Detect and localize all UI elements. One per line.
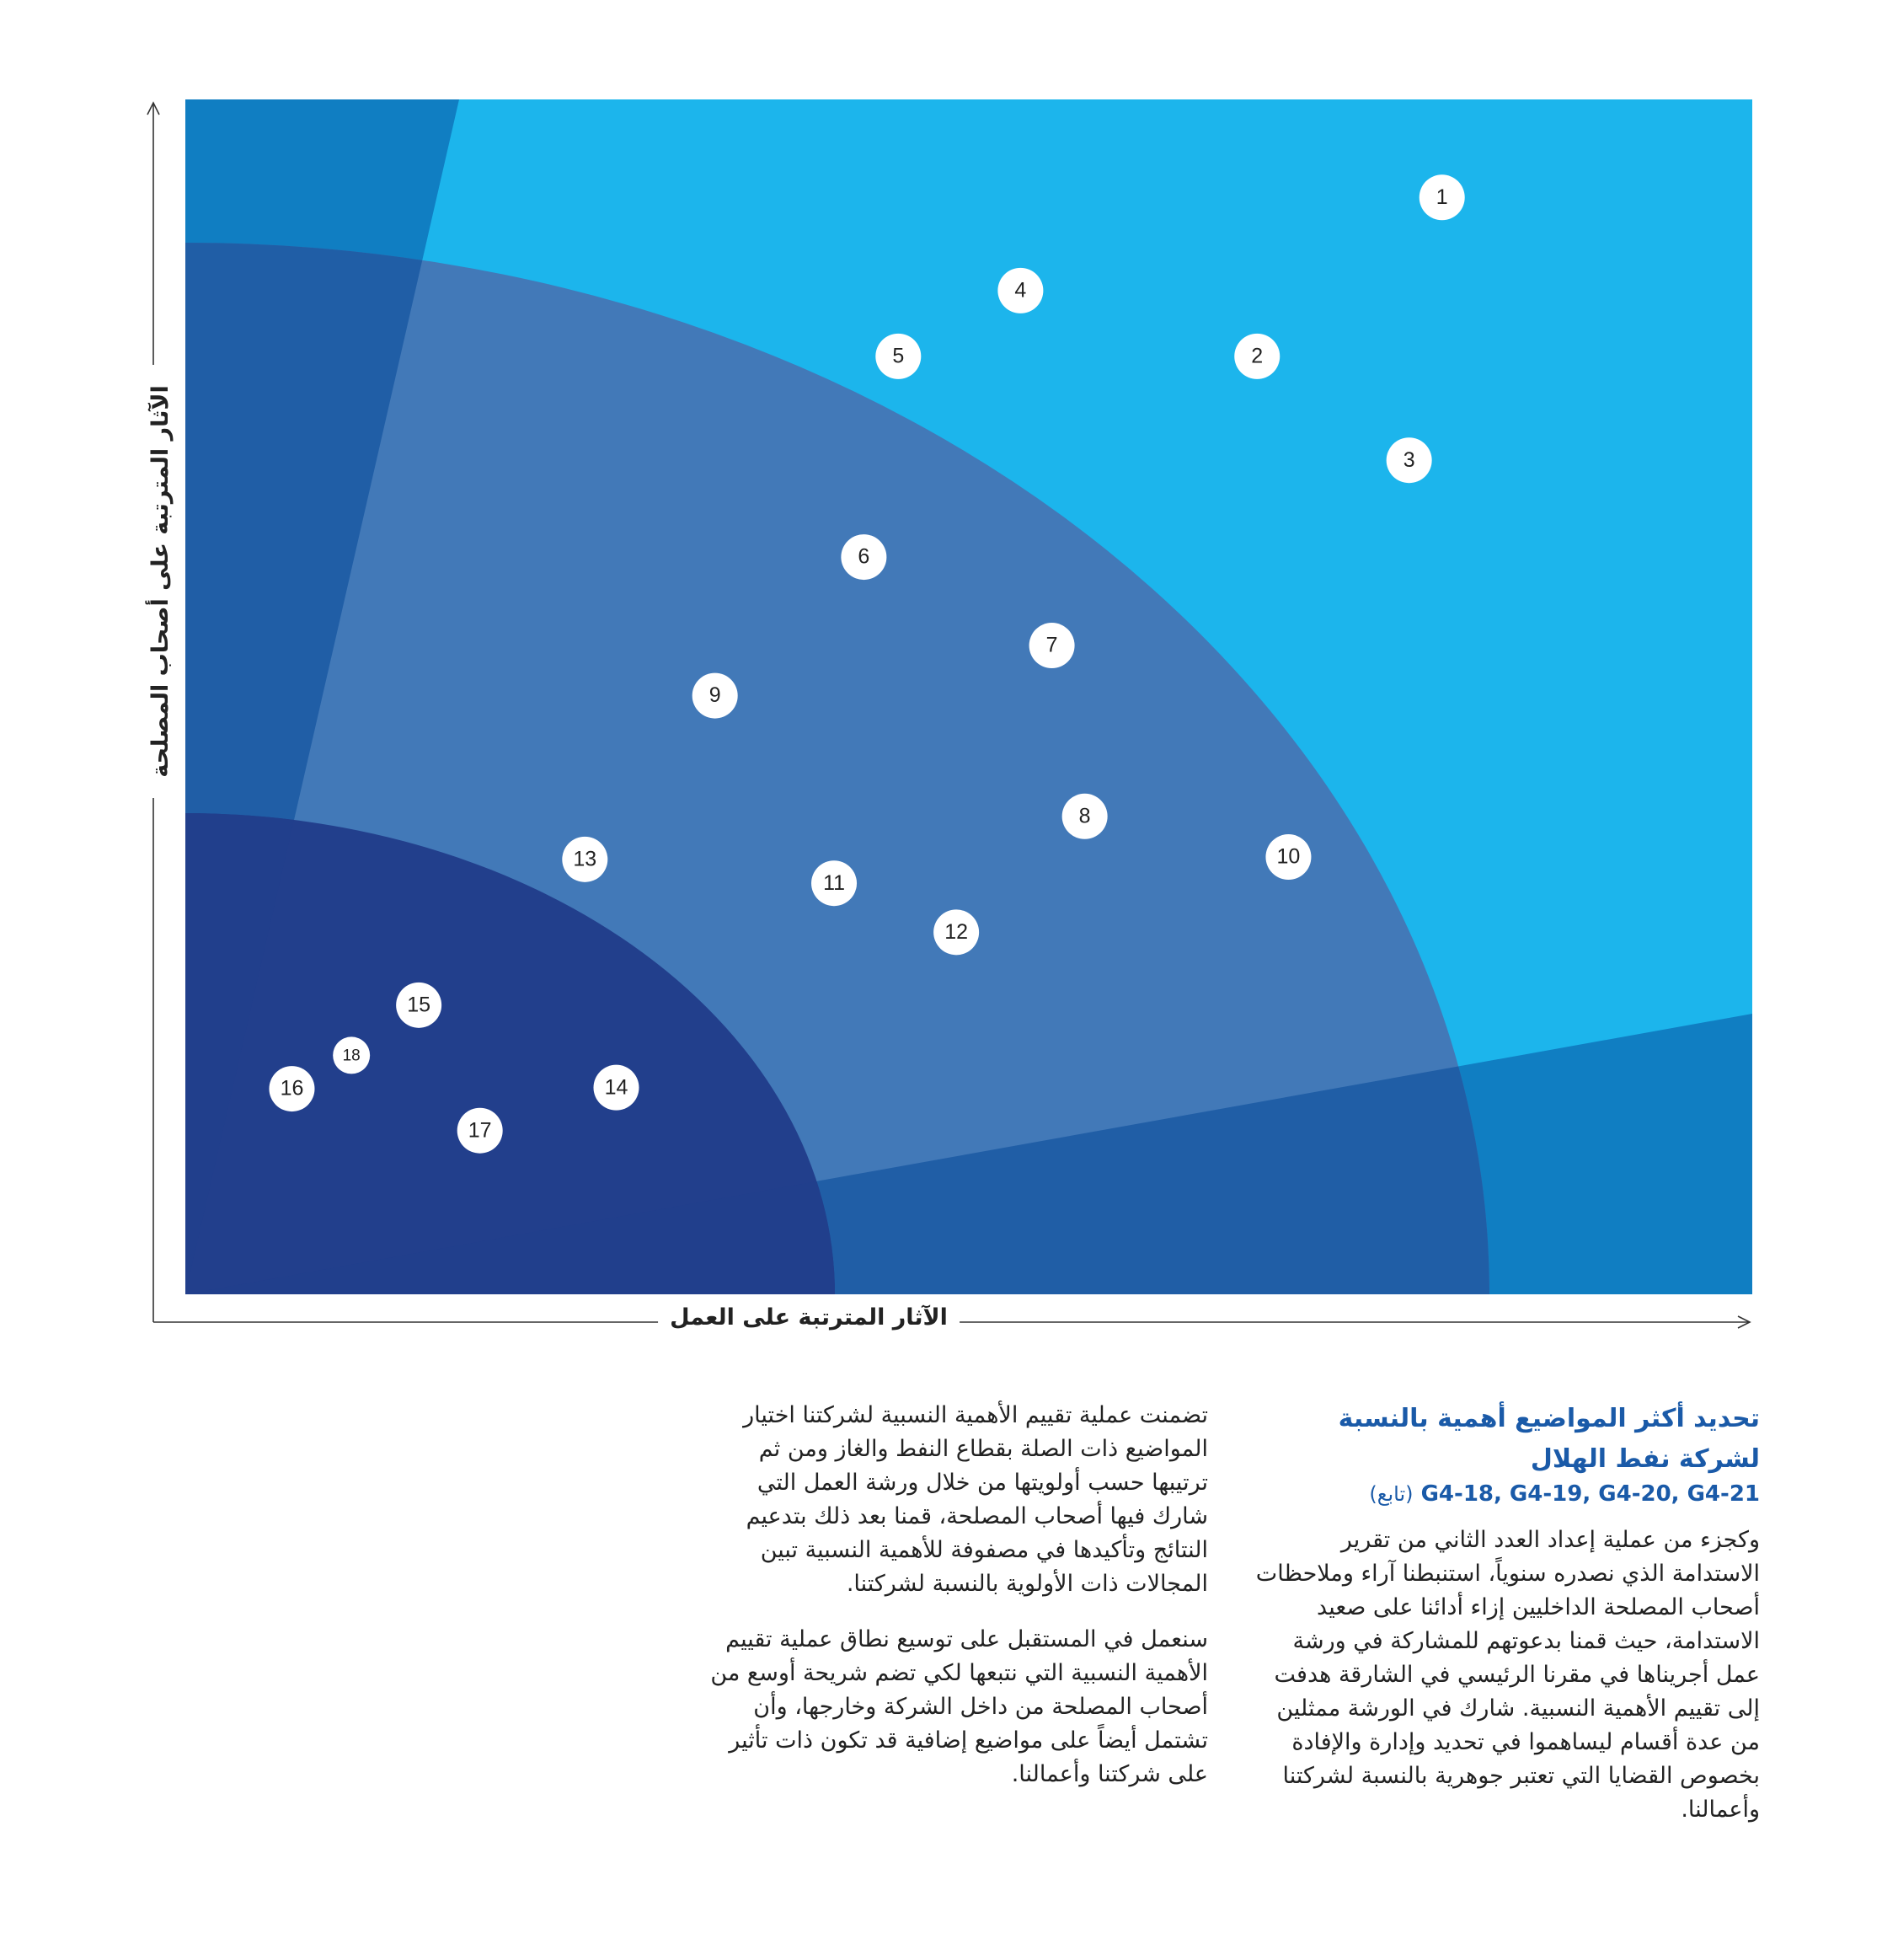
zone-layer bbox=[185, 99, 1752, 1294]
data-point-6 bbox=[841, 534, 886, 580]
section-heading: تحديد أكثر المواضيع أهمية بالنسبة لشركة نفط الهلال bbox=[1338, 1404, 1760, 1474]
data-point-9 bbox=[692, 673, 738, 719]
data-point-4 bbox=[997, 268, 1043, 313]
data-point-label: 7 bbox=[1045, 633, 1058, 657]
data-point-1 bbox=[1420, 174, 1465, 220]
data-point-7 bbox=[1029, 623, 1075, 668]
data-point-label: 6 bbox=[858, 544, 870, 569]
y-axis-label: الآثار المترتبة على أصحاب المصلحة bbox=[147, 365, 174, 797]
data-point-label: 4 bbox=[1014, 278, 1027, 303]
x-axis-label: الآثار المترتبة على العمل bbox=[658, 1304, 960, 1331]
right-text-column bbox=[1254, 1524, 1760, 1849]
data-point-3 bbox=[1387, 437, 1432, 483]
data-point-label: 8 bbox=[1078, 804, 1091, 828]
left-paragraph-2: سنعمل في المستقبل على توسيع نطاق عملية تقييم الأهمية النسبية التي نتبعها لكي تضم شريحة أوسع من أصحاب المصلحة من داخل الشركة وخارجها، وأن تشتمل أيضاً على مواضيع إضافية قد تكون ذات تأثير على شركتنا وأعمالنا. bbox=[710, 1626, 1208, 1787]
data-point-14 bbox=[594, 1065, 639, 1111]
data-point-2 bbox=[1234, 334, 1280, 379]
left-text-column bbox=[703, 1399, 1208, 1813]
data-point-16 bbox=[269, 1066, 314, 1111]
data-point-11 bbox=[811, 860, 857, 906]
data-point-18 bbox=[333, 1036, 370, 1074]
data-point-17 bbox=[457, 1108, 503, 1154]
data-point-label: 1 bbox=[1436, 185, 1448, 209]
data-point-12 bbox=[933, 909, 979, 955]
gri-codes-tag: (تابع) bbox=[1369, 1482, 1414, 1506]
data-point-10 bbox=[1265, 834, 1311, 880]
data-point-label: 5 bbox=[892, 344, 905, 368]
data-point-label: 10 bbox=[1276, 844, 1301, 869]
data-point-label: 3 bbox=[1403, 447, 1415, 472]
data-point-13 bbox=[562, 837, 607, 882]
gri-codes bbox=[1288, 1481, 1760, 1507]
y-axis-label-wrap bbox=[139, 385, 181, 778]
left-paragraph-1: تضمنت عملية تقييم الأهمية النسبية لشركتنا اختيار المواضيع ذات الصلة بقطاع النفط والغاز ومن ثم ترتيبها حسب أولويتها من خلال ورشة العمل التي شارك فيها أصحاب المصلحة، قمنا بعد ذلك بتدعيم النتائج وتأكيدها في مصفوفة للأهمية النسبية تبين المجالات ذات الأولوية بالنسبة لشركتنا. bbox=[743, 1402, 1208, 1597]
data-point-label: 2 bbox=[1251, 344, 1264, 368]
data-point-8 bbox=[1062, 794, 1108, 839]
data-point-label: 11 bbox=[823, 870, 846, 895]
gri-codes-value: G4-18, G4-19, G4-20, G4-21 bbox=[1420, 1481, 1760, 1507]
right-paragraph: وكجزء من عملية إعداد العدد الثاني من تقرير الاستدامة الذي نصدره سنوياً، استنبطنا آراء وملاحظات أصحاب المصلحة الداخليين إزاء أدائنا على صعيد الاستدامة، حيث قمنا بدعوتهم للمشاركة في ورشة عمل أجريناها في مقرنا الرئيسي في الشارقة هدفت إلى تقييم الأهمية النسبية. شارك في الورشة ممثلين من عدة أقسام ليساهموا في تحديد وإدارة والإفادة بخصوص القضايا التي تعتبر جوهرية بالنسبة لشركتنا وأعمالنا. bbox=[1255, 1527, 1760, 1823]
data-point-label: 16 bbox=[280, 1076, 304, 1100]
data-point-label: 18 bbox=[342, 1047, 361, 1065]
data-point-label: 15 bbox=[407, 993, 431, 1017]
data-point-label: 9 bbox=[708, 683, 721, 708]
data-point-15 bbox=[396, 983, 441, 1028]
data-point-label: 13 bbox=[573, 847, 597, 871]
data-point-label: 12 bbox=[944, 919, 969, 944]
data-point-label: 17 bbox=[468, 1118, 492, 1143]
data-point-5 bbox=[875, 334, 921, 379]
data-point-label: 14 bbox=[604, 1075, 628, 1100]
